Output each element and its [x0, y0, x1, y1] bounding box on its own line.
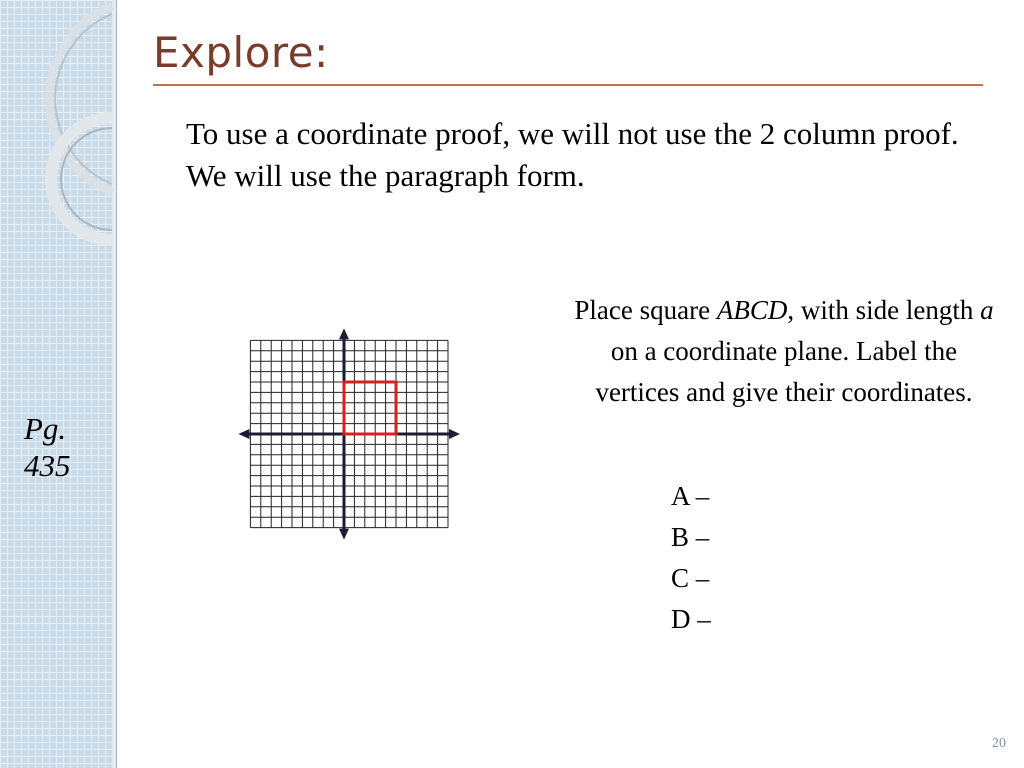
vertex-c-label: C – [671, 563, 710, 593]
slide-title: Explore: [153, 28, 329, 77]
instructions-part1: Place square [574, 295, 717, 325]
slide-number: 20 [992, 736, 1006, 751]
instructions-text [568, 290, 1000, 413]
intro-text: To use a coordinate proof, we will not use the 2 column proof. We will use the paragraph form. [186, 116, 959, 194]
y-axis-top-arrow [339, 328, 349, 339]
square-abcd [344, 382, 396, 434]
x-axis-right-arrow [449, 429, 460, 439]
vertex-d-label: D – [671, 604, 711, 634]
page-reference-number: 435 [24, 448, 71, 484]
instructions-part2: , with side length [787, 295, 981, 325]
x-axis-left-arrow [238, 429, 249, 439]
vertex-list [671, 476, 711, 640]
side-length-variable: a [980, 295, 994, 325]
instructions-part3: on a coordinate plane. Label the vertices and give their coordinates. [595, 336, 973, 408]
y-axis-bottom-arrow [339, 529, 349, 540]
page-reference-label: Pg. [24, 411, 67, 446]
vertex-b-label: B – [671, 522, 710, 552]
vertex-a-label: A – [671, 481, 710, 511]
square-name: ABCD [716, 295, 788, 325]
